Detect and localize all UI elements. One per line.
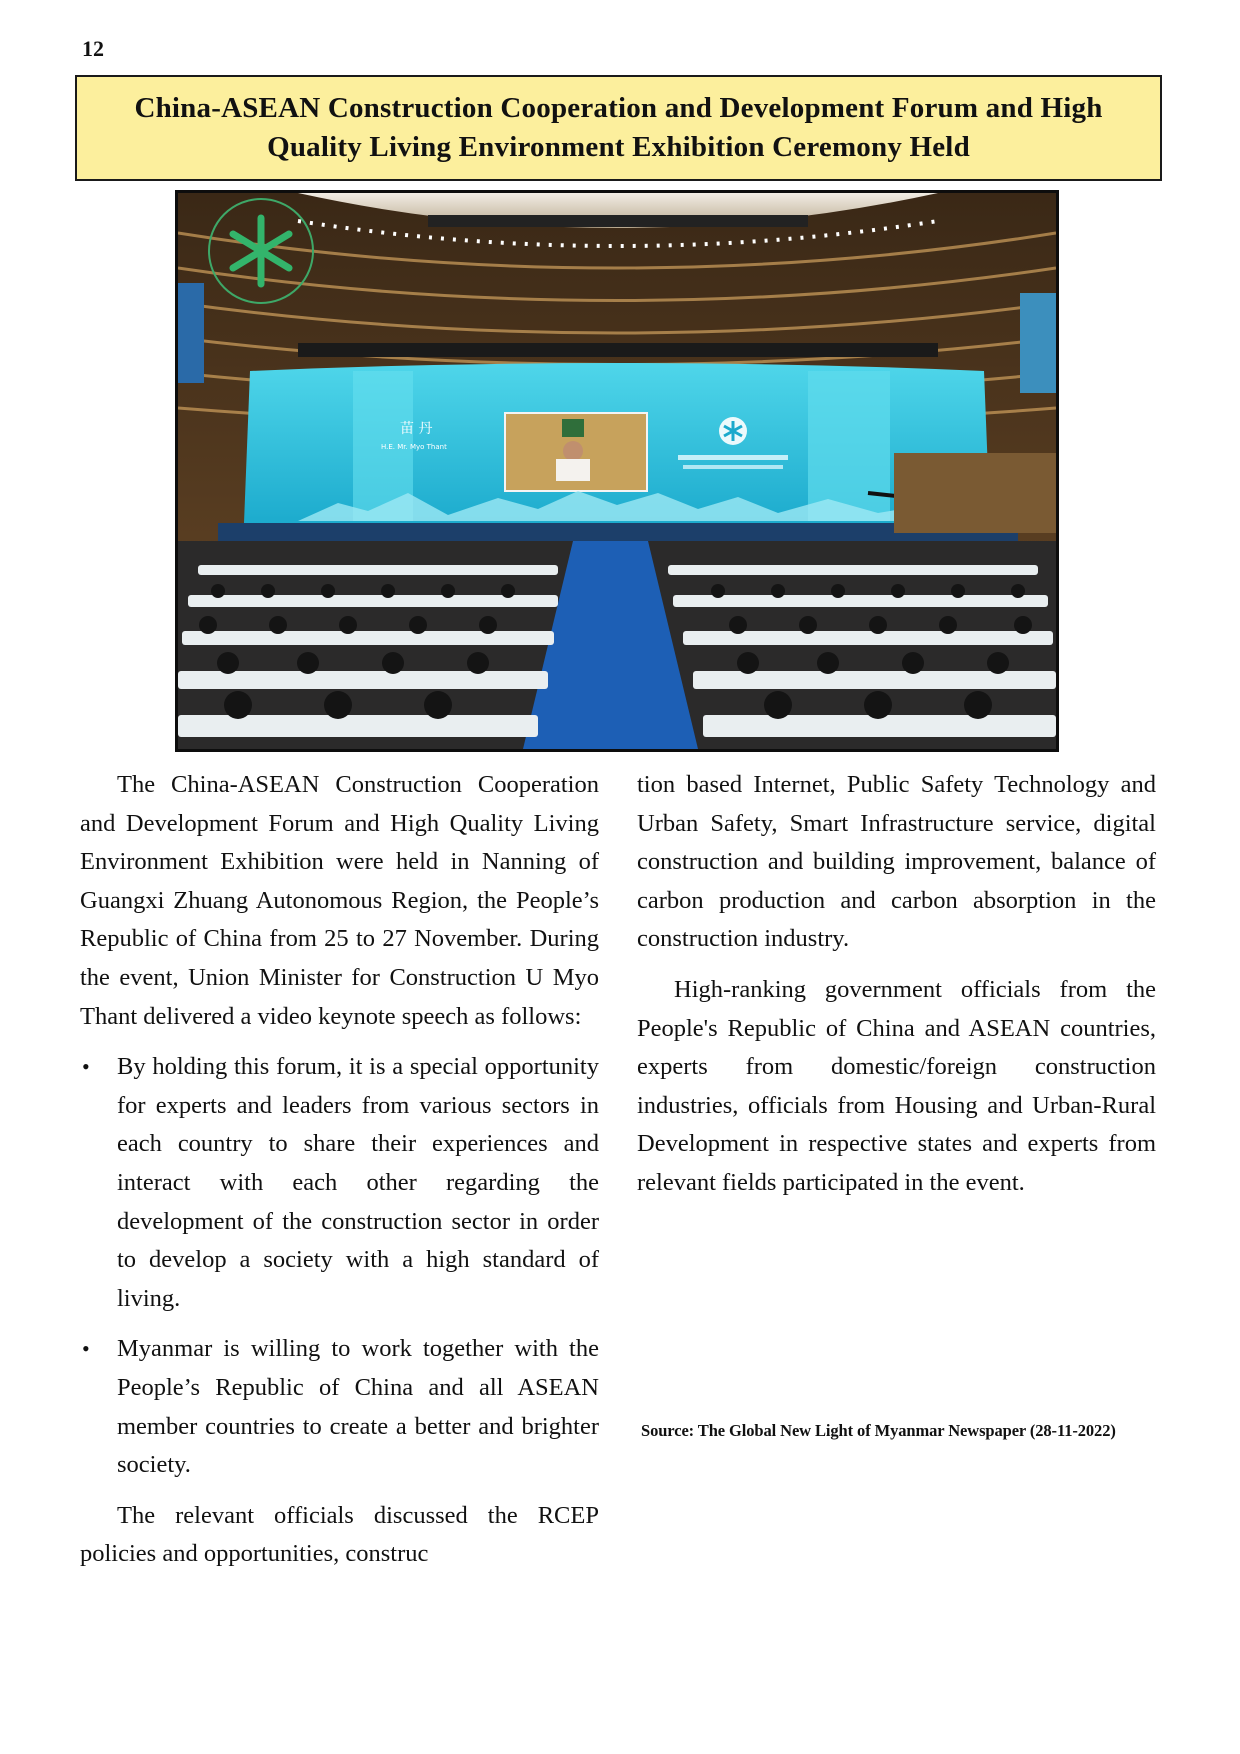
discussion-paragraph: The relevant officials discussed the RCEP policies and opportunities, construc xyxy=(80,1501,599,1568)
bullet-dot-icon: • xyxy=(82,1336,90,1362)
article-title-line-1: China-ASEAN Construction Cooperation and Development Forum and High xyxy=(134,92,1103,124)
event-photo xyxy=(175,190,1059,752)
intro-paragraph: The China-ASEAN Construction Cooperation and Development Forum and High Quality Living Environment Exhibition were held in Nanning of Guangxi Zhuang Autonomous Region, the People’s Republic of China from 25 to 27 November. During the event, Union Minister for Construction U Myo Thant delivered a video keynote speech as follows: xyxy=(80,771,599,1030)
bullet-text: By holding this forum, it is a special opportunity for experts and leaders from various sectors in each country to share their experiences and interact with each other regarding the development of the construction sector in order to develop a society with a high standard of living. xyxy=(117,1053,599,1312)
left-column xyxy=(80,766,599,1586)
right-column xyxy=(637,766,1156,1215)
article-title-line-2: Quality Living Environment Exhibition Ceremony Held xyxy=(267,131,970,163)
screen-speaker-subtitle: H.E. Mr. Myo Thant xyxy=(381,443,447,451)
article-title-box xyxy=(75,75,1162,181)
bullet-item xyxy=(80,1330,599,1484)
bullet-item xyxy=(80,1048,599,1318)
bullet-text: Myanmar is willing to work together with the People’s Republic of China and all ASEAN member countries to create a better and brighter society. xyxy=(117,1335,599,1479)
source-credit: Source: The Global New Light of Myanmar Newspaper (28-11-2022) xyxy=(641,1421,1116,1440)
screen-logo-icon xyxy=(719,417,747,445)
bullet-dot-icon: • xyxy=(82,1054,90,1080)
continued-paragraph: tion based Internet, Public Safety Technology and Urban Safety, Smart Infrastructure service, digital construction and building improvement, balance of carbon production and carbon absorption in the construction industry. xyxy=(637,771,1156,953)
page-number: 12 xyxy=(82,36,104,61)
participants-paragraph: High-ranking government officials from the People's Republic of China and ASEAN countries, experts from domestic/foreign construction industries, officials from Housing and Urban-Rural Development in respective states and experts from relevant fields participated in the event. xyxy=(637,975,1156,1196)
screen-speaker-name: 苗 丹 xyxy=(400,421,433,437)
